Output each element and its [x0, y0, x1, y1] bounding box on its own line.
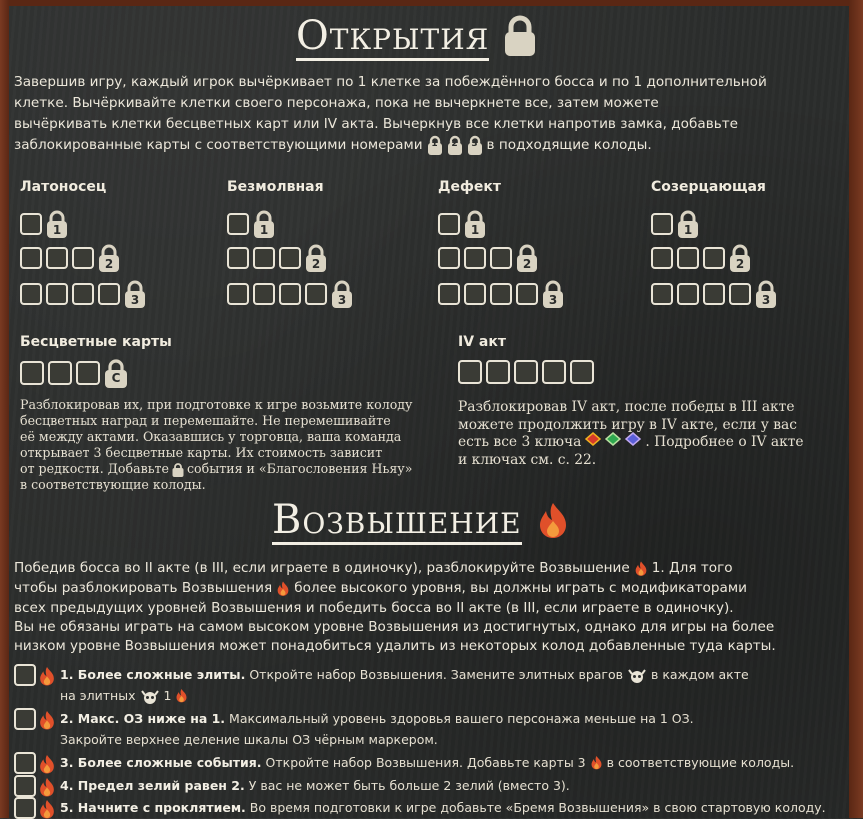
unlock-checkbox[interactable]: [46, 247, 68, 269]
unlocks-intro-line2: клетке. Вычёркивайте клетки своего персонажа, пока не вычеркнете все, затем можете: [14, 95, 659, 111]
ascension-para-line4: Вы не обязаны играть на самом высоком уровне Возвышения из достигнутых, однако для игры на более: [14, 619, 775, 635]
lock-number: 2: [104, 257, 114, 271]
unlock-checkbox[interactable]: [438, 283, 460, 305]
flame-icon: [590, 755, 603, 770]
ascension-level-1-line2: на элитных: [60, 688, 136, 703]
ascension-checkbox[interactable]: [14, 664, 36, 686]
lock-3-number: 3: [471, 139, 478, 149]
unlocks-intro-line4-text: заблокированные карты с соответствующими номерами: [14, 137, 423, 153]
unlock-checkbox[interactable]: [227, 283, 249, 305]
unlock-track-row: [20, 280, 146, 308]
unlock-checkbox[interactable]: [438, 213, 460, 235]
colorless-checkbox[interactable]: [76, 361, 100, 385]
unlock-checkbox[interactable]: [253, 283, 275, 305]
colorless-title: Бесцветные карты: [20, 334, 172, 350]
unlock-checkbox[interactable]: [703, 247, 725, 269]
padlock-icon: [542, 280, 564, 308]
character-name: Дефект: [438, 179, 501, 195]
lock-number: 3: [130, 293, 140, 307]
act4-checkbox[interactable]: [542, 360, 566, 384]
ascension-para-line5: низком уровне Возвышения может понадобиться удалить из некоторых колод добавленные туда карты.: [14, 638, 776, 654]
ascension-checkbox[interactable]: [14, 797, 36, 819]
act4-text-3-start: есть все 3 ключа: [458, 433, 582, 450]
green-key-icon: [605, 432, 621, 451]
colorless-text-6: в соответствующие колоды.: [20, 477, 206, 492]
ascension-checkbox[interactable]: [14, 775, 36, 797]
ascension-level-3-desc-end: в соответствующие колоды.: [606, 755, 795, 770]
ascension-level-4-text: [60, 775, 570, 796]
act4-checkbox[interactable]: [570, 360, 594, 384]
flame-icon: [38, 754, 56, 774]
unlocks-intro-line4-end: в подходящие колоды.: [486, 137, 652, 153]
padlock-icon: [98, 244, 120, 272]
ascension-title: Возвышение: [272, 497, 522, 543]
ascension-heading: [272, 498, 570, 545]
flame-icon: [38, 799, 56, 819]
unlocks-title: Открытия: [296, 13, 490, 59]
ascension-para-line1: [14, 558, 733, 578]
unlock-checkbox[interactable]: [305, 283, 327, 305]
unlock-track-row: [438, 244, 538, 272]
unlock-checkbox[interactable]: [279, 247, 301, 269]
unlock-checkbox[interactable]: [279, 283, 301, 305]
ascension-level-3-title: 3. Более сложные события.: [60, 755, 262, 770]
unlocks-intro-line4: [14, 135, 652, 155]
ascension-level-3: [14, 752, 794, 774]
unlock-checkbox[interactable]: [20, 213, 42, 235]
flame-icon: [276, 580, 290, 597]
ascension-level-3-desc: Откройте набор Возвышения. Добавьте карты 3: [265, 755, 586, 770]
colorless-lock-icon: [104, 358, 128, 388]
act4-track: [458, 360, 594, 384]
padlock-icon: [124, 280, 146, 308]
padlock-icon: [516, 244, 538, 272]
lock-2-icon: [447, 135, 463, 155]
ascension-level-1: [14, 664, 749, 706]
padlock-icon: [503, 15, 537, 61]
ascension-level-4-desc: У вас не может быть больше 2 зелий (вместо 3).: [248, 778, 570, 793]
ascension-para-line2: [14, 578, 747, 598]
padlock-icon: [253, 210, 275, 238]
colorless-text-5: [20, 461, 412, 477]
ascension-p2-end: более высокого уровня, вы должны играть с модификаторами: [294, 580, 747, 596]
unlock-checkbox[interactable]: [20, 283, 42, 305]
elite-skull-icon: [627, 668, 647, 684]
padlock-icon: [729, 244, 751, 272]
padlock-icon: [464, 210, 486, 238]
unlock-checkbox[interactable]: [464, 283, 486, 305]
lock-1-icon: [427, 135, 443, 155]
unlock-checkbox[interactable]: [677, 247, 699, 269]
ascension-level-5: [14, 797, 826, 819]
unlocks-intro-line1: Завершив игру, каждый игрок вычёркивает по 1 клетке за побеждённого босса и по 1 дополнительной: [14, 74, 767, 90]
lock-number: 1: [683, 223, 693, 237]
unlock-checkbox[interactable]: [72, 283, 94, 305]
unlock-checkbox[interactable]: [20, 247, 42, 269]
ascension-level-4: [14, 775, 570, 797]
padlock-icon: [305, 244, 327, 272]
lock-number: 3: [337, 293, 347, 307]
ascension-level-1-desc: Откройте набор Возвышения. Замените элитных врагов: [249, 667, 624, 682]
act4-text-4: и ключах см. с. 22.: [458, 452, 597, 468]
ascension-level-2-desc: Максимальный уровень здоровья вашего персонажа меньше на 1 ОЗ.: [229, 711, 694, 726]
act4-text-3-end: . Подробнее о IV акте: [645, 433, 804, 450]
act4-text-2: можете продолжить игру в IV акте, если у вас: [458, 417, 797, 433]
unlock-track-row: [20, 244, 120, 272]
act4-checkbox[interactable]: [486, 360, 510, 384]
unlock-checkbox[interactable]: [516, 283, 538, 305]
lock-number: 1: [52, 223, 62, 237]
colorless-text-5-end: события и «Благословения Ньяу»: [186, 461, 413, 476]
unlock-checkbox[interactable]: [677, 283, 699, 305]
padlock-icon: [46, 210, 68, 238]
unlock-checkbox[interactable]: [438, 247, 460, 269]
lock-3-icon: [467, 135, 483, 155]
unlock-checkbox[interactable]: [253, 247, 275, 269]
lock-2-number: 2: [451, 139, 458, 149]
unlock-track-row: [438, 210, 486, 238]
frame-top: [0, 0, 863, 6]
ascension-level-2-title: 2. Макс. ОЗ ниже на 1.: [60, 711, 226, 726]
flame-icon: [38, 777, 56, 797]
lock-number: 2: [522, 257, 532, 271]
flame-icon: [175, 688, 188, 703]
act4-checkbox[interactable]: [514, 360, 538, 384]
padlock-icon: [755, 280, 777, 308]
unlock-track-row: [227, 210, 275, 238]
unlock-checkbox[interactable]: [490, 247, 512, 269]
padlock-icon: [677, 210, 699, 238]
unlock-checkbox[interactable]: [651, 283, 673, 305]
colorless-small-lock-icon: [172, 462, 184, 477]
blue-key-icon: [625, 432, 641, 451]
flame-icon: [38, 666, 56, 686]
unlocks-heading: [296, 14, 537, 61]
ascension-level-5-title: 5. Начните с проклятием.: [60, 800, 246, 815]
act4-text-1: Разблокировав IV акт, после победы в III акте: [458, 399, 795, 415]
unlock-track-row: [227, 244, 327, 272]
unlock-track-row: [227, 280, 353, 308]
colorless-text-4: открывает 3 бесцветные карты. Их стоимость зависит: [20, 445, 383, 460]
character-name: Латоносец: [20, 179, 107, 195]
unlock-track-row: [20, 210, 68, 238]
lock-number: 1: [259, 223, 269, 237]
colorless-text-5-start: от редкости. Добавьте: [20, 461, 169, 476]
lock-number: 2: [311, 257, 321, 271]
unlock-checkbox[interactable]: [703, 283, 725, 305]
character-name: Безмолвная: [227, 179, 324, 195]
character-name: Созерцающая: [651, 179, 766, 195]
lock-number: 3: [761, 293, 771, 307]
ascension-level-2: [14, 708, 694, 750]
colorless-checkbox[interactable]: [20, 361, 44, 385]
unlock-checkbox[interactable]: [651, 213, 673, 235]
ascension-level-2-text: [60, 708, 694, 750]
ascension-checkbox[interactable]: [14, 752, 36, 774]
unlock-track-row: [651, 210, 699, 238]
act4-checkbox[interactable]: [458, 360, 482, 384]
colorless-checkbox[interactable]: [48, 361, 72, 385]
ascension-p1-end: 1. Для того: [651, 560, 733, 576]
ascension-level-1-desc-end: в каждом акте: [650, 667, 749, 682]
unlock-checkbox[interactable]: [46, 283, 68, 305]
ascension-level-2-line2: Закройте верхнее деление шкалы ОЗ чёрным маркером.: [60, 732, 438, 747]
unlock-checkbox[interactable]: [227, 213, 249, 235]
ascension-checkbox[interactable]: [14, 708, 36, 730]
flame-icon: [634, 560, 648, 577]
flame-icon: [38, 710, 56, 730]
ascension-level-5-desc: Во время подготовки к игре добавьте «Бремя Возвышения» в свою стартовую колоду.: [249, 800, 826, 815]
unlock-checkbox[interactable]: [72, 247, 94, 269]
colorless-text-3: её между актами. Оказавшись у торговца, ваша команда: [20, 429, 402, 444]
ascension-level-5-text: [60, 797, 826, 818]
ascension-p1-start: Победив босса во II акте (в III, если играете в одиночку), разблокируйте Возвышение: [14, 560, 630, 576]
unlock-track-row: [651, 244, 751, 272]
ascension-p2-start: чтобы разблокировать Возвышения: [14, 580, 273, 596]
unlock-checkbox[interactable]: [98, 283, 120, 305]
frame-left: [0, 0, 9, 818]
padlock-icon: [331, 280, 353, 308]
ascension-para-line3: всех предыдущих уровней Возвышения и победить босса во II акте (в III, если играете в одиночку).: [14, 600, 734, 616]
ascension-level-1-text: [60, 664, 749, 706]
lock-number: 1: [470, 223, 480, 237]
red-key-icon: [585, 432, 601, 451]
unlock-checkbox[interactable]: [227, 247, 249, 269]
ascension-level-3-text: [60, 752, 794, 773]
unlock-checkbox[interactable]: [490, 283, 512, 305]
lock-1-number: 1: [431, 139, 438, 149]
colorless-track: [20, 358, 128, 388]
unlock-track-row: [651, 280, 777, 308]
unlock-checkbox[interactable]: [729, 283, 751, 305]
unlock-checkbox[interactable]: [651, 247, 673, 269]
colorless-text-1: Разблокировав их, при подготовке к игре возьмите колоду: [20, 397, 413, 412]
ascension-level-4-title: 4. Предел зелий равен 2.: [60, 778, 245, 793]
lock-number: 3: [548, 293, 558, 307]
unlocks-intro-line3: вычёркивать клетки бесцветных карт или IV акта. Вычеркнув все клетки напротив замка, добавьте: [14, 116, 738, 132]
flame-icon: [536, 501, 570, 543]
act4-title: IV акт: [458, 334, 506, 350]
unlock-checkbox[interactable]: [464, 247, 486, 269]
unlock-track-row: [438, 280, 564, 308]
elite-skull-icon: [140, 689, 160, 705]
ascension-level-1-title: 1. Более сложные элиты.: [60, 667, 246, 682]
lock-number: 2: [735, 257, 745, 271]
colorless-text-2: бесцветных наград и перемешайте. Не перемешивайте: [20, 413, 391, 428]
frame-right: [849, 0, 863, 818]
ascension-level-1-number: 1: [163, 688, 172, 703]
colorless-lock-label: C: [111, 371, 121, 385]
act4-text-3: [458, 432, 804, 451]
